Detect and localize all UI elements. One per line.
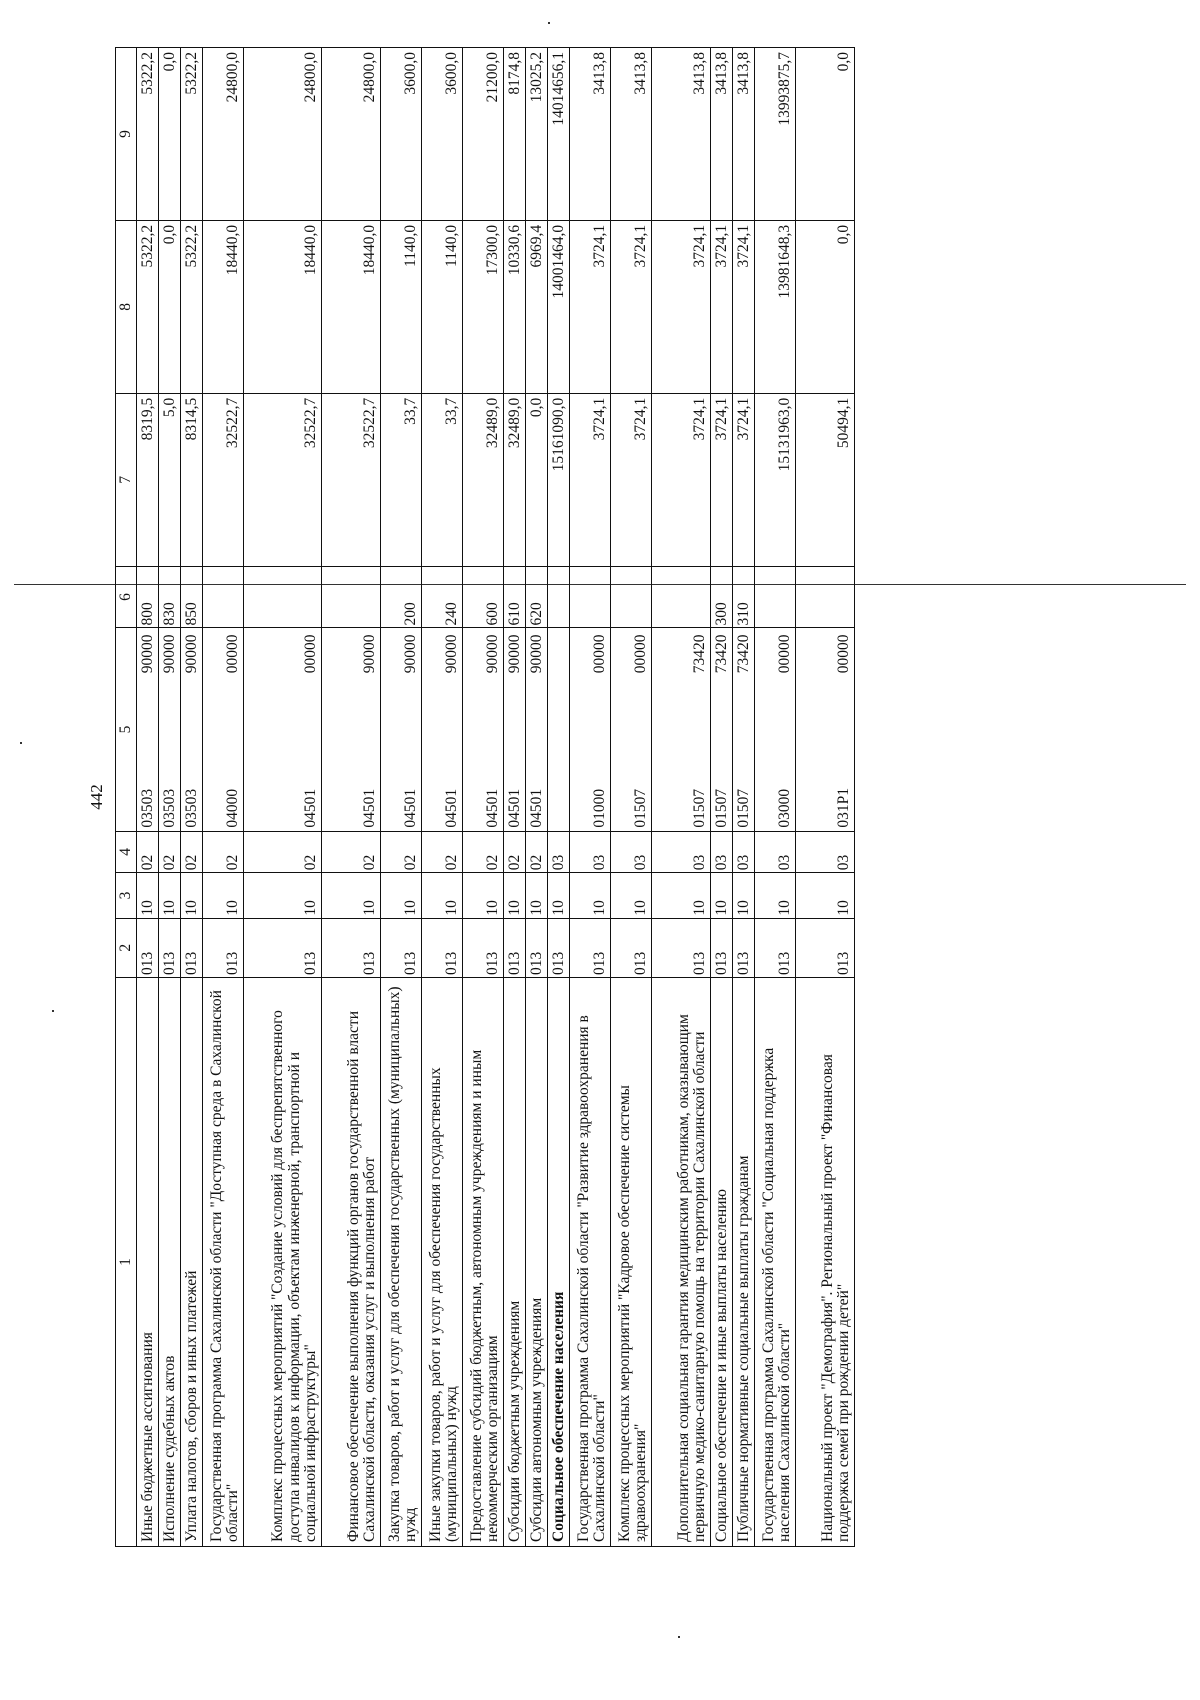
- program-code: 01507: [691, 788, 709, 828]
- target-article-cell: [504, 628, 526, 831]
- direction-code: 00000: [591, 634, 609, 674]
- expense-type-cell: 800: [137, 566, 159, 628]
- admin-code-cell: 013: [422, 918, 463, 977]
- col-header-1: 1: [116, 977, 137, 1546]
- target-article-cell: [322, 628, 381, 831]
- subsection-cell: 03: [611, 831, 652, 873]
- amount-year2-cell: 17300,0: [463, 220, 504, 393]
- table-row: [652, 48, 711, 1547]
- admin-code-cell: 013: [570, 918, 611, 977]
- direction-code: 90000: [161, 634, 179, 674]
- amount-year1-cell: 3724,1: [733, 393, 755, 566]
- direction-code: 90000: [528, 634, 546, 674]
- admin-code-cell: 013: [159, 918, 181, 977]
- expense-type-cell: [548, 566, 570, 628]
- amount-year3-cell: 0,0: [159, 48, 181, 221]
- col-header-6: 6: [116, 566, 137, 628]
- amount-year2-cell: 3724,1: [711, 220, 733, 393]
- expense-type-cell: 850: [181, 566, 203, 628]
- subsection-cell: 02: [322, 831, 381, 873]
- col-header-2: 2: [116, 918, 137, 977]
- expense-type-cell: 620: [526, 566, 548, 628]
- expense-type-cell: [203, 566, 244, 628]
- amount-year1-cell: 32489,0: [463, 393, 504, 566]
- expense-type-cell: [652, 566, 711, 628]
- expense-type-cell: 830: [159, 566, 181, 628]
- amount-year3-cell: 3413,8: [652, 48, 711, 221]
- table-row: [755, 48, 796, 1547]
- row-name-cell: Государственная программа Сахалинской области "Социальная поддержка населения Сахалинской области": [755, 977, 796, 1546]
- admin-code-cell: 013: [463, 918, 504, 977]
- subsection-cell: 03: [652, 831, 711, 873]
- program-code: 04000: [224, 788, 242, 828]
- target-article-code: [835, 628, 854, 830]
- subsection-cell: 02: [181, 831, 203, 873]
- amount-year1-cell: 3724,1: [570, 393, 611, 566]
- row-name-cell: Государственная программа Сахалинской области "Доступная среда в Сахалинской области": [203, 977, 244, 1546]
- target-article-code: [713, 628, 732, 830]
- amount-year3-cell: 21200,0: [463, 48, 504, 221]
- admin-code-cell: 013: [322, 918, 381, 977]
- amount-year2-cell: 3724,1: [733, 220, 755, 393]
- section-cell: 10: [181, 873, 203, 918]
- amount-year2-cell: 3724,1: [652, 220, 711, 393]
- target-article-cell: [711, 628, 733, 831]
- table-row: [611, 48, 652, 1547]
- row-name-cell: Государственная программа Сахалинской области "Развитие здравоохранения в Сахалинской области": [570, 977, 611, 1546]
- target-article-cell: [463, 628, 504, 831]
- section-cell: 10: [611, 873, 652, 918]
- expense-type-cell: 300: [711, 566, 733, 628]
- target-article-cell: [159, 628, 181, 831]
- amount-year1-cell: 15161090,0: [548, 393, 570, 566]
- direction-code: 90000: [484, 634, 502, 674]
- subsection-cell: 03: [755, 831, 796, 873]
- admin-code-cell: 013: [611, 918, 652, 977]
- expense-type-cell: [570, 566, 611, 628]
- expense-type-cell: [244, 566, 322, 628]
- subsection-cell: 02: [244, 831, 322, 873]
- row-name-cell: Социальное обеспечение и иные выплаты населению: [711, 977, 733, 1546]
- target-article-cell: [570, 628, 611, 831]
- amount-year3-cell: 3413,8: [570, 48, 611, 221]
- table-row: [381, 48, 422, 1547]
- target-article-cell: [652, 628, 711, 831]
- target-article-code: [224, 628, 243, 830]
- amount-year2-cell: 6969,4: [526, 220, 548, 393]
- program-code: 031P1: [835, 787, 853, 828]
- table-row: [463, 48, 504, 1547]
- table-row: [548, 48, 570, 1547]
- row-name-cell: Предоставление субсидий бюджетным, автономным учреждениям и иным некоммерческим организациям: [463, 977, 504, 1546]
- col-header-3: 3: [116, 873, 137, 918]
- amount-year3-cell: 13025,2: [526, 48, 548, 221]
- amount-year2-cell: 18440,0: [244, 220, 322, 393]
- section-cell: 10: [422, 873, 463, 918]
- amount-year2-cell: 18440,0: [203, 220, 244, 393]
- program-code: 01507: [632, 788, 650, 828]
- admin-code-cell: 013: [181, 918, 203, 977]
- subsection-cell: 03: [570, 831, 611, 873]
- admin-code-cell: 013: [504, 918, 526, 977]
- direction-code: 00000: [224, 634, 242, 674]
- row-name-cell: Комплекс процессных мероприятий "Кадровое обеспечение системы здравоохранения": [611, 977, 652, 1546]
- amount-year1-cell: 32522,7: [203, 393, 244, 566]
- amount-year2-cell: 5322,2: [181, 220, 203, 393]
- amount-year3-cell: 8174,8: [504, 48, 526, 221]
- target-article-code: [183, 628, 202, 830]
- direction-code: 90000: [183, 634, 201, 674]
- direction-code: 00000: [835, 634, 853, 674]
- section-cell: 10: [652, 873, 711, 918]
- expense-type-cell: [322, 566, 381, 628]
- target-article-code: [735, 628, 754, 830]
- amount-year1-cell: 8319,5: [137, 393, 159, 566]
- target-article-cell: [611, 628, 652, 831]
- target-article-code: [161, 628, 180, 830]
- section-cell: 10: [504, 873, 526, 918]
- expense-type-cell: 610: [504, 566, 526, 628]
- row-name-cell: Финансовое обеспечение выполнения функций органов государственной власти Сахалинской области, оказания услуг и выполнения работ: [322, 977, 381, 1546]
- direction-code: 00000: [776, 634, 794, 674]
- row-name-cell: Субсидии бюджетным учреждениям: [504, 977, 526, 1546]
- direction-code: 90000: [402, 634, 420, 674]
- program-code: 01000: [591, 788, 609, 828]
- amount-year3-cell: 24800,0: [244, 48, 322, 221]
- amount-year1-cell: 32522,7: [244, 393, 322, 566]
- program-code: 04501: [361, 788, 379, 828]
- subsection-cell: 02: [381, 831, 422, 873]
- target-article-cell: [422, 628, 463, 831]
- amount-year3-cell: 5322,2: [137, 48, 159, 221]
- section-cell: 10: [244, 873, 322, 918]
- section-cell: 10: [711, 873, 733, 918]
- expense-type-cell: 240: [422, 566, 463, 628]
- amount-year1-cell: 5,0: [159, 393, 181, 566]
- row-name-cell: Национальный проект "Демография". Региональный проект "Финансовая поддержка семей при рождении детей": [796, 977, 855, 1546]
- expense-type-cell: [611, 566, 652, 628]
- subsection-cell: 02: [137, 831, 159, 873]
- rotated-table-block: [87, 47, 853, 1547]
- row-name-cell: Дополнительная социальная гарантия медицинским работникам, оказывающим первичную медико-санитарную помощь на территории Сахалинской области: [652, 977, 711, 1546]
- table-row: [422, 48, 463, 1547]
- direction-code: 90000: [506, 634, 524, 674]
- amount-year2-cell: 13981648,3: [755, 220, 796, 393]
- expense-type-cell: [755, 566, 796, 628]
- row-name-cell: Публичные нормативные социальные выплаты гражданам: [733, 977, 755, 1546]
- target-article-code: [691, 628, 710, 830]
- amount-year3-cell: 24800,0: [203, 48, 244, 221]
- subsection-cell: 03: [548, 831, 570, 873]
- target-article-code: [402, 628, 421, 830]
- amount-year2-cell: 3724,1: [611, 220, 652, 393]
- amount-year2-cell: 14001464,0: [548, 220, 570, 393]
- admin-code-cell: 013: [796, 918, 855, 977]
- program-code: 04501: [443, 788, 461, 828]
- amount-year2-cell: 1140,0: [381, 220, 422, 393]
- amount-year1-cell: 32522,7: [322, 393, 381, 566]
- amount-year3-cell: 24800,0: [322, 48, 381, 221]
- target-article-code: [776, 628, 795, 830]
- section-cell: 10: [322, 873, 381, 918]
- table-body: [137, 48, 855, 1547]
- amount-year1-cell: 32489,0: [504, 393, 526, 566]
- program-code: 01507: [735, 788, 753, 828]
- table-row: [181, 48, 203, 1547]
- target-article-code: [632, 628, 651, 830]
- scan-speck: [20, 742, 22, 744]
- target-article-code: [528, 628, 547, 830]
- amount-year2-cell: 3724,1: [570, 220, 611, 393]
- row-name-cell: Социальное обеспечение населения: [548, 977, 570, 1546]
- program-code: 03503: [183, 788, 201, 828]
- amount-year2-cell: 18440,0: [322, 220, 381, 393]
- admin-code-cell: 013: [203, 918, 244, 977]
- amount-year1-cell: 3724,1: [652, 393, 711, 566]
- subsection-cell: 03: [796, 831, 855, 873]
- section-cell: 10: [526, 873, 548, 918]
- subsection-cell: 03: [733, 831, 755, 873]
- direction-code: 00000: [632, 634, 650, 674]
- page-number: 442: [87, 784, 106, 810]
- amount-year3-cell: 14014656,1: [548, 48, 570, 221]
- row-name-cell: Субсидии автономным учреждениям: [526, 977, 548, 1546]
- table-row: [203, 48, 244, 1547]
- direction-code: 73420: [713, 634, 731, 674]
- admin-code-cell: 013: [652, 918, 711, 977]
- row-name-cell: Закупка товаров, работ и услуг для обеспечения государственных (муниципальных) нужд: [381, 977, 422, 1546]
- target-article-cell: [526, 628, 548, 831]
- target-article-code: [139, 628, 158, 830]
- target-article-cell: [137, 628, 159, 831]
- table-row: [244, 48, 322, 1547]
- section-cell: 10: [548, 873, 570, 918]
- subsection-cell: 03: [711, 831, 733, 873]
- direction-code: 73420: [691, 634, 709, 674]
- amount-year3-cell: 3600,0: [422, 48, 463, 221]
- row-name-cell: Уплата налогов, сборов и иных платежей: [181, 977, 203, 1546]
- section-cell: 10: [203, 873, 244, 918]
- amount-year3-cell: 3600,0: [381, 48, 422, 221]
- col-header-5: 5: [116, 628, 137, 831]
- direction-code: 73420: [735, 634, 753, 674]
- subsection-cell: 02: [203, 831, 244, 873]
- program-code: 04501: [484, 788, 502, 828]
- target-article-code: [443, 628, 462, 830]
- amount-year3-cell: 3413,8: [611, 48, 652, 221]
- subsection-cell: 02: [504, 831, 526, 873]
- expense-type-cell: 310: [733, 566, 755, 628]
- target-article-code: [484, 628, 503, 830]
- amount-year3-cell: 13993875,7: [755, 48, 796, 221]
- row-name-cell: Иные бюджетные ассигнования: [137, 977, 159, 1546]
- section-cell: 10: [159, 873, 181, 918]
- amount-year1-cell: 3724,1: [611, 393, 652, 566]
- direction-code: 90000: [139, 634, 157, 674]
- direction-code: 90000: [443, 634, 461, 674]
- amount-year1-cell: 8314,5: [181, 393, 203, 566]
- scan-speck: [548, 22, 550, 24]
- amount-year1-cell: 33,7: [422, 393, 463, 566]
- col-header-4: 4: [116, 831, 137, 873]
- amount-year1-cell: 33,7: [381, 393, 422, 566]
- target-article-cell: [181, 628, 203, 831]
- table-row: [504, 48, 526, 1547]
- col-header-9: 9: [116, 48, 137, 221]
- section-cell: 10: [137, 873, 159, 918]
- program-code: 01507: [713, 788, 731, 828]
- target-article-cell: [796, 628, 855, 831]
- table-row: [159, 48, 181, 1547]
- amount-year3-cell: 3413,8: [711, 48, 733, 221]
- table-row: [322, 48, 381, 1547]
- target-article-code: [506, 628, 525, 830]
- admin-code-cell: 013: [733, 918, 755, 977]
- target-article-code: [302, 628, 321, 830]
- admin-code-cell: 013: [755, 918, 796, 977]
- scan-speck: [678, 1636, 680, 1638]
- table-row: [526, 48, 548, 1547]
- direction-code: 00000: [302, 634, 320, 674]
- budget-table: [115, 47, 855, 1547]
- target-article-cell: [733, 628, 755, 831]
- target-article-cell: [755, 628, 796, 831]
- target-article-cell: [203, 628, 244, 831]
- subsection-cell: 02: [159, 831, 181, 873]
- admin-code-cell: 013: [137, 918, 159, 977]
- amount-year1-cell: 15131963,0: [755, 393, 796, 566]
- target-article-cell: [244, 628, 322, 831]
- admin-code-cell: 013: [526, 918, 548, 977]
- target-article-cell: [381, 628, 422, 831]
- program-code: 04501: [528, 788, 546, 828]
- section-cell: 10: [570, 873, 611, 918]
- section-cell: 10: [796, 873, 855, 918]
- amount-year3-cell: 5322,2: [181, 48, 203, 221]
- row-name-cell: Комплекс процессных мероприятий "Создание условий для беспрепятственного доступа инвалидов к информации, объектам инженерной, транспортной и социальной инфраструктуры": [244, 977, 322, 1546]
- subsection-cell: 02: [526, 831, 548, 873]
- amount-year3-cell: 3413,8: [733, 48, 755, 221]
- col-header-7: 7: [116, 393, 137, 566]
- admin-code-cell: 013: [381, 918, 422, 977]
- target-article-cell: [548, 628, 570, 831]
- header-row: [116, 48, 137, 1547]
- direction-code: 90000: [361, 634, 379, 674]
- admin-code-cell: 013: [711, 918, 733, 977]
- program-code: 03000: [776, 788, 794, 828]
- section-cell: 10: [755, 873, 796, 918]
- admin-code-cell: 013: [244, 918, 322, 977]
- table-row: [137, 48, 159, 1547]
- program-code: 04501: [302, 788, 320, 828]
- row-name-cell: Исполнение судебных актов: [159, 977, 181, 1546]
- program-code: 03503: [139, 788, 157, 828]
- amount-year1-cell: 0,0: [526, 393, 548, 566]
- amount-year1-cell: 50494,1: [796, 393, 855, 566]
- table-row: [733, 48, 755, 1547]
- amount-year2-cell: 5322,2: [137, 220, 159, 393]
- amount-year2-cell: 0,0: [159, 220, 181, 393]
- amount-year2-cell: 10330,6: [504, 220, 526, 393]
- amount-year2-cell: 1140,0: [422, 220, 463, 393]
- target-article-code: [361, 628, 380, 830]
- section-cell: 10: [381, 873, 422, 918]
- expense-type-cell: 600: [463, 566, 504, 628]
- target-article-code: [591, 628, 610, 830]
- table-row: [796, 48, 855, 1547]
- program-code: 04501: [506, 788, 524, 828]
- section-cell: 10: [463, 873, 504, 918]
- amount-year1-cell: 3724,1: [711, 393, 733, 566]
- amount-year2-cell: 0,0: [796, 220, 855, 393]
- subsection-cell: 02: [463, 831, 504, 873]
- amount-year3-cell: 0,0: [796, 48, 855, 221]
- table-row: [570, 48, 611, 1547]
- scan-speck: [52, 1010, 54, 1012]
- table-row: [711, 48, 733, 1547]
- section-cell: 10: [733, 873, 755, 918]
- subsection-cell: 02: [422, 831, 463, 873]
- program-code: 03503: [161, 788, 179, 828]
- row-name-cell: Иные закупки товаров, работ и услуг для обеспечения государственных (муниципальных) нужд: [422, 977, 463, 1546]
- expense-type-cell: [796, 566, 855, 628]
- col-header-8: 8: [116, 220, 137, 393]
- program-code: 04501: [402, 788, 420, 828]
- admin-code-cell: 013: [548, 918, 570, 977]
- expense-type-cell: 200: [381, 566, 422, 628]
